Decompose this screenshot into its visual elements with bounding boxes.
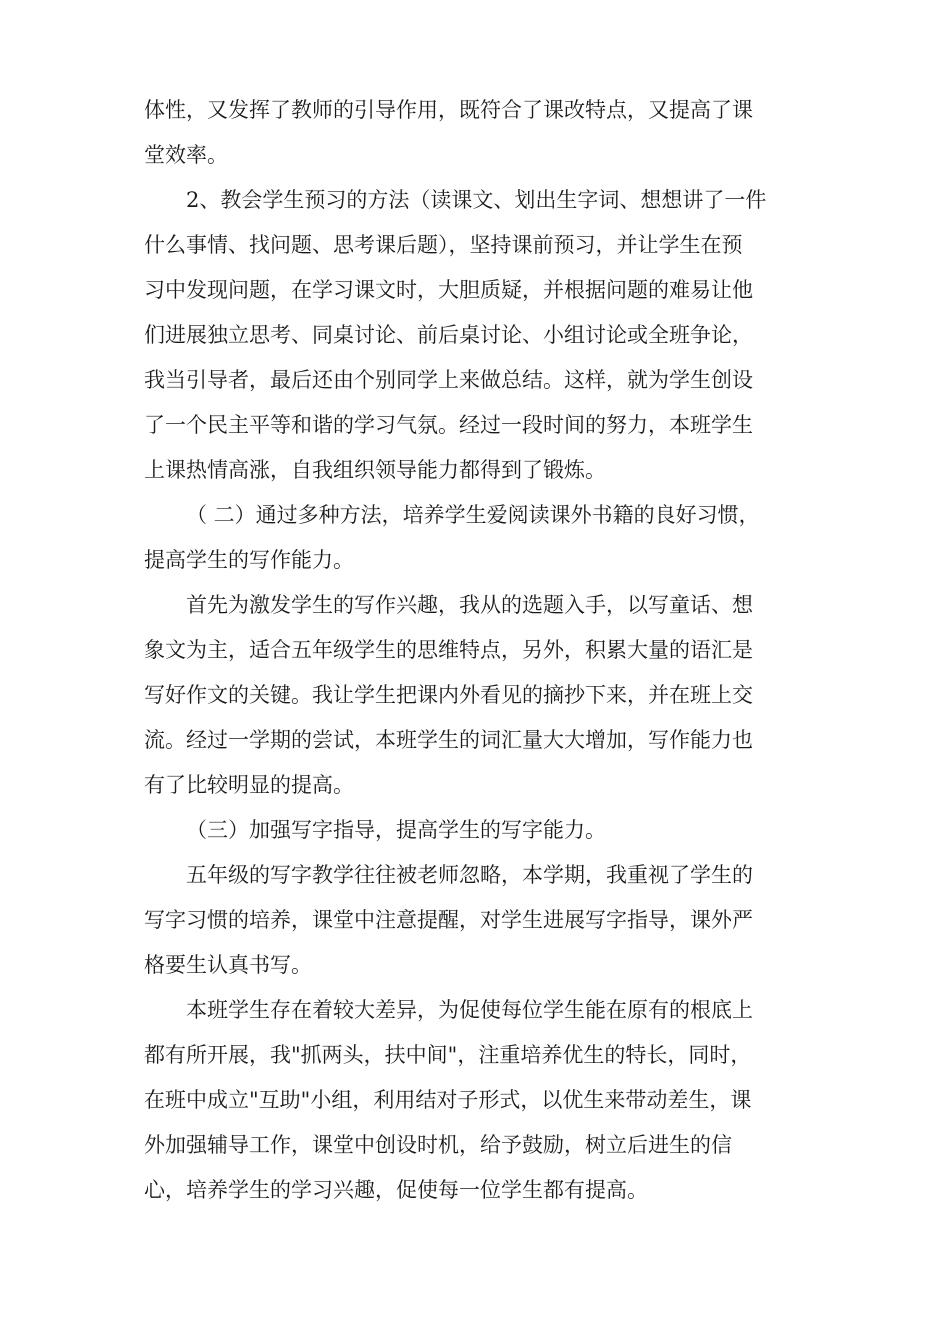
section-heading-3	[144, 808, 804, 853]
text-line: （三）加强写字指导，提高学生的写字能力。	[186, 818, 606, 842]
text-line: 写字习惯的培养，课堂中注意提醒，对学生进展写字指导，课外严	[144, 908, 753, 932]
text-line: 提高学生的写作能力。	[144, 548, 354, 572]
text-line: 2、教会学生预习的方法（读课文、划出生字词、想想讲了一件	[186, 188, 767, 212]
text-line: 写好作文的关键。我让学生把课内外看见的摘抄下来，并在班上交	[144, 683, 753, 707]
paragraph-5	[144, 988, 804, 1213]
paragraph-1	[144, 88, 804, 178]
paragraph-3	[144, 583, 804, 808]
text-line: 了一个民主平等和谐的学习气氛。经过一段时间的努力，本班学生	[144, 413, 753, 437]
text-line: 格要生认真书写。	[144, 953, 312, 977]
text-line: 们进展独立思考、同桌讨论、前后桌讨论、小组讨论或全班争论，	[144, 323, 753, 347]
text-line: 我当引导者，最后还由个别同学上来做总结。这样，就为学生创设	[144, 368, 753, 392]
text-line: 都有所开展，我"抓两头，扶中间"，注重培养优生的特长，同时，	[144, 1043, 752, 1067]
text-line: （ 二）通过多种方法，培养学生爱阅读课外书籍的良好习惯，	[186, 503, 760, 527]
text-line: 流。经过一学期的尝试，本班学生的词汇量大大增加，写作能力也	[144, 728, 753, 752]
text-line: 首先为激发学生的写作兴趣，我从的选题入手，以写童话、想	[186, 593, 753, 617]
text-line: 在班中成立"互助"小组，利用结对子形式，以优生来带动差生，课	[144, 1088, 752, 1112]
text-line: 习中发现问题，在学习课文时，大胆质疑，并根据问题的难易让他	[144, 278, 753, 302]
paragraph-4	[144, 853, 804, 988]
text-line: 外加强辅导工作，课堂中创设时机，给予鼓励，树立后进生的信	[144, 1133, 732, 1157]
text-line: 心，培养学生的学习兴趣，促使每一位学生都有提高。	[144, 1178, 648, 1202]
text-line: 有了比较明显的提高。	[144, 773, 354, 797]
paragraph-2	[144, 178, 804, 493]
text-line: 象文为主，适合五年级学生的思维特点，另外，积累大量的语汇是	[144, 638, 753, 662]
text-line: 上课热情高涨，自我组织领导能力都得到了锻炼。	[144, 458, 606, 482]
document-body	[144, 88, 804, 1213]
text-line: 五年级的写字教学往往被老师忽略，本学期，我重视了学生的	[186, 863, 753, 887]
text-line: 体性，又发挥了教师的引导作用，既符合了课改特点，又提高了课	[144, 98, 753, 122]
text-line: 堂效率。	[144, 143, 228, 167]
text-line: 什么事情、找问题、思考课后题），坚持课前预习，并让学生在预	[144, 233, 743, 257]
section-heading-2	[144, 493, 804, 583]
text-line: 本班学生存在着较大差异，为促使每位学生能在原有的根底上	[186, 998, 753, 1022]
